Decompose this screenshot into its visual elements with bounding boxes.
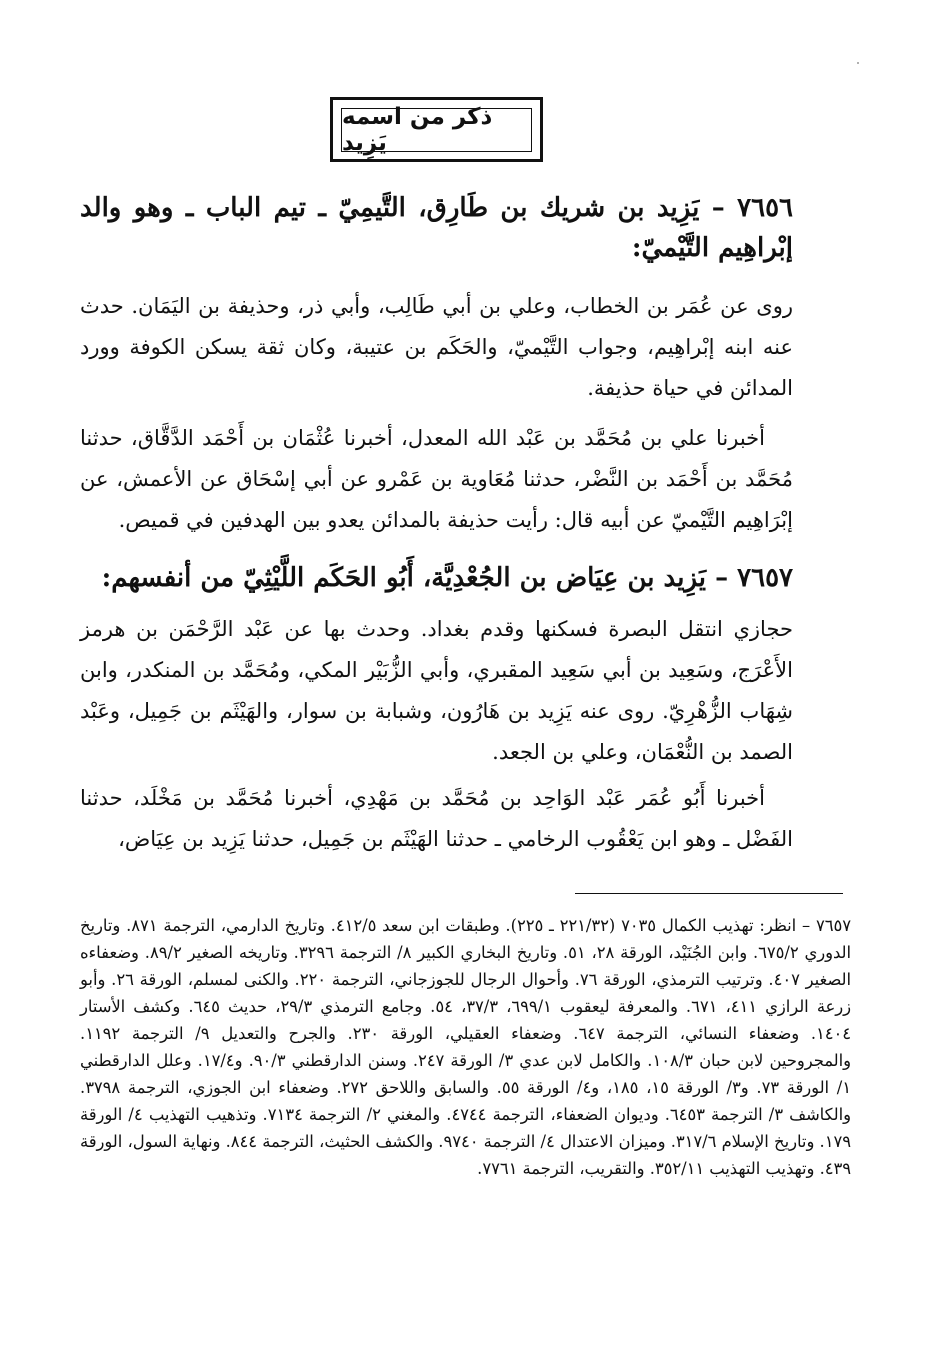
entry-7657-paragraph-1: حجازي انتقل البصرة فسكنها وقدم بغداد. وحدث بها عن عَبْد الرَّحْمَن بن هرمز الأَعْرَج، وسَعِيد بن أبي سَعِيد المقبري، وأبي الزُّبَيْر المكي، ومُحَمَّد بن المنكدر، وابن شِهَاب الزُّهْرِيّ. روى عنه يَزِيد بن هَارُون، وشبابة بن سوار، والهَيْثَم بن جَمِيل، وعَبْد الصمد بن النُّعْمَان، وعلي بن الجعد. [80,617,793,764]
section-title-box [330,97,543,162]
footnote-divider [575,893,843,894]
entry-heading-7657: ٧٦٥٧ – يَزِيد بن عِيَاض بن الجُعْدِيَّة، أَبُو الحَكَم اللَّيْثِيّ من أنفسهم: [101,563,793,593]
entry-7657-paragraph-2: أخبرنا أَبُو عُمَر عَبْد الوَاحِد بن مُحَمَّد بن مَهْدِي، أخبرنا مُحَمَّد بن مَخْلَد، حدثنا الفَضْل ـ وهو ابن يَعْقُوب الرخامي ـ حدثنا الهَيْثَم بن جَمِيل، حدثنا يَزِيد بن عِيَاض، [80,786,793,851]
entry-7656-paragraph-1: روى عن عُمَر بن الخطاب، وعلي بن أبي طَالِب، وأبي ذر، وحذيفة بن اليَمَان. حدث عنه ابنه إبْراهِيم، وجواب التَّيْميّ، والحَكَم بن عتيبة، وكان ثقة يسكن الكوفة وورد المدائن في حياة حذيفة. [80,294,793,400]
entry-7656-paragraph-2: أخبرنا علي بن مُحَمَّد بن عَبْد الله المعدل، أخبرنا عُثْمَان بن أَحْمَد الدَّقَّاق، حدثنا مُحَمَّد بن أَحْمَد بن النَّضْر، حدثنا مُعَاوية بن عَمْرو عن أبي إسْحَاق عن الأعمش، عن إبْرَاهِيم التَّيْميّ عن أبيه قال: رأيت حذيفة بالمدائن يعدو بين الهدفين في قميص. [80,426,793,532]
footnote: ٧٦٥٧ – انظر: تهذيب الكمال ٧٠٣٥ (٢٢١/٣٢ ـ ٢٢٥). وطبقات ابن سعد ٤١٢/٥. وتاريخ الدارمي، الترجمة ٨٧١. وتاريخ الدوري ٦٧٥/٢. وابن الجُنَيْد، الورقة ٢٨، ٥١. وتاريخ البخاري الكبير ٨/ الترجمة ٣٢٩٦. وتاريخه الصغير ٨٩/٢. وضعفاءه الصغير ٤٠٧. وترتيب الترمذي، الورقة ٧٦. وأحوال الرجال للجوزجاني، الترجمة ٢٢٠. والكنى لمسلم، الورقة ٢٦. وأبو زرعة الرازي ٤١١، ٦٧١. والمعرفة ليعقوب ٦٩٩/١، ٣٧/٣، ٥٤. وجامع الترمذي ٢٩/٣، حديث ٦٤٥. وكشف الأستار ١٤٠٤. وضعفاء النسائي، الترجمة ٦٤٧. وضعفاء العقيلي، الورقة ٢٣٠. والجرح والتعديل ٩/ الترجمة ١١٩٢. والمجروحين لابن حبان ١٠٨/٣. والكامل لابن عدي ٣/ الورقة ٢٤٧. وسنن الدارقطني ٩٠/٣. و١٧/٤. وعلل الدارقطني ١/ الورقة ٧٣. و٣/ الورقة ١٥، ١٨٥، و٤/ الورقة ٥٥. والسابق واللاحق ٢٧٢. وضعفاء ابن الجوزي، الترجمة ٣٧٩٨. والكاشف ٣/ الترجمة ٦٤٥٣. وديوان الضعفاء، الترجمة ٤٧٤٤. والمغني ٢/ الترجمة ٧١٣٤. وتذهيب التهذيب ٤/ الورقة ١٧٩. وتاريخ الإسلام ٣١٧/٦. وميزان الاعتدال ٤/ الترجمة ٩٧٤٠. والكشف الحثيث، الترجمة ٨٤٤. ونهاية السول، الورقة ٤٣٩. وتهذيب التهذيب ٣٥٢/١١. والتقريب، الترجمة ٧٧٦١. [80,916,852,1178]
scan-speck [857,62,859,64]
entry-heading-7656: ٧٦٥٦ – يَزِيد بن شريك بن طَارِق، التَّيمِيّ ـ تيم الباب ـ وهو والد إبْراهِيم التَّيْميّ: [80,193,793,263]
section-title: ذكر من اسمه يَزِيد [341,108,532,152]
